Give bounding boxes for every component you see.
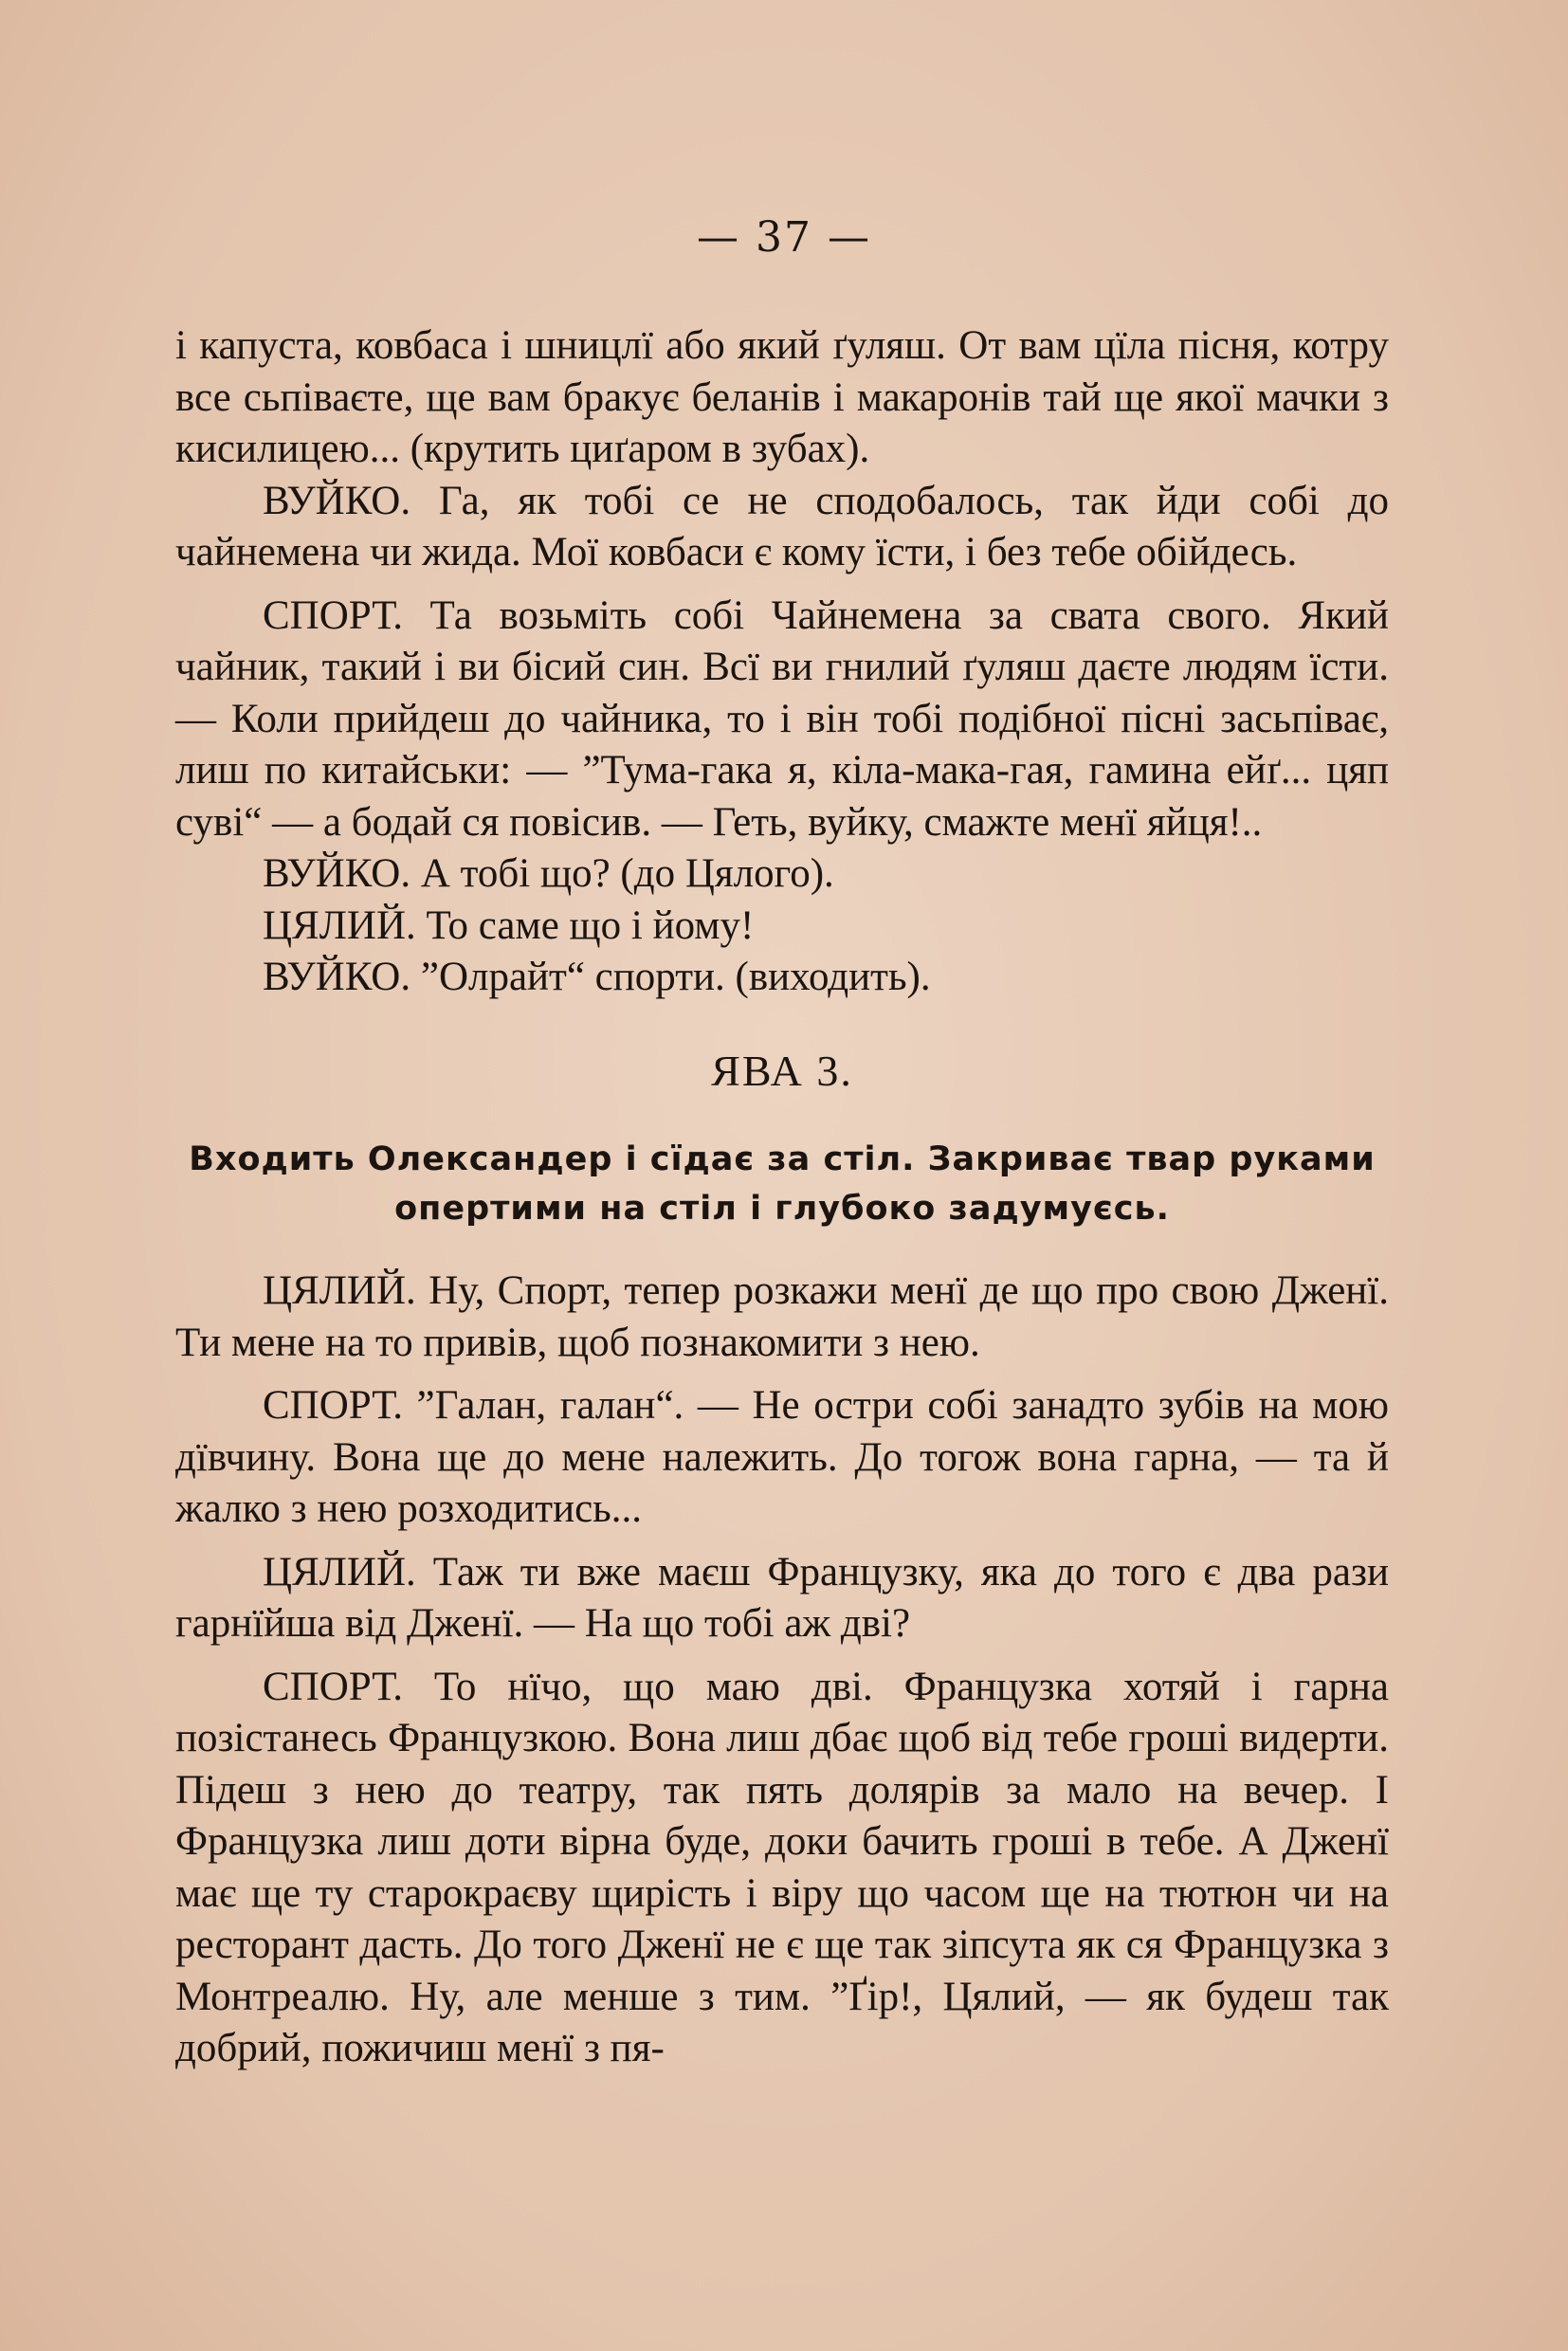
paragraph-tsyalyi-2: ЦЯЛИЙ. Ну, Спорт, тепер розкажи менї де що про свою Дженї. Ти мене на то привів, щоб познакомити з нею. <box>175 1268 1389 1365</box>
paragraph-sport-3: СПОРТ. То нїчо, що маю дві. Французка хотяй і гарна позістанесь Французкою. Вона лиш дбає щоб від тебе гроші видерти. Підеш з нею до театру, так пять долярів за мало на вечер. І Французка лиш доти вірна буде, доки бачить гроші в тебе. А Дженї має ще ту старокраєву щирість і віру що часом ще на тютюн чи на ресторант дасть. До того Дженї не є ще так зіпсута як ся Французка з Монтреалю. Ну, але менше з тим. ”Ґір!, Цялий, — як будеш так добрий, пожичиш менї з пя- <box>175 1664 1389 2070</box>
paragraph-vuyko-2: ВУЙКО. А тобі що? (до Цялого). <box>263 851 834 896</box>
text-body <box>175 320 1389 2075</box>
section-heading: ЯВА 3. <box>711 1046 853 1095</box>
paragraph-sport-1: СПОРТ. Та возьміть собі Чайнемена за свата свого. Який чайник, такий і ви бісий син. Всї ви гнилий ґуляш даєте людям їсти. — Коли прийдеш до чайника, то і він тобі подібної пісні засьпіває, лиш по китайськи: — ”Тума-гака я, кіла-мака-гая, гамина ейґ... цяп суві“ — а бодай ся повісив. — Геть, вуйку, смажте менї яйця!.. <box>175 592 1389 845</box>
paragraph-sport-2: СПОРТ. ”Галан, галан“. — Не остри собі занадто зубів на мою дївчину. Вона ще до мене належить. До тогож вона гарна, — та й жалко з нею розходитись... <box>175 1383 1389 1531</box>
paragraph-tsyalyi-3: ЦЯЛИЙ. Таж ти вже маєш Французку, яка до того є два рази гарнїйша від Дженї. — На що тобі аж дві? <box>175 1549 1389 1646</box>
paragraph-continuation: і капуста, ковбаса і шницлї або який ґуляш. От вам цїла пісня, котру все сьпіваєте, ще вам бракує беланів і макаронів тай ще якої мачки з кисилицею... (крутить циґаром в зубах). <box>175 323 1389 471</box>
paragraph-vuyko-3: ВУЙКО. ”Олрайт“ спорти. (виходить). <box>263 955 931 999</box>
page-number: — 37 — <box>697 213 871 262</box>
stage-direction: Входить Олександер і сїдає за стіл. Закриває твар руками опертими на стіл і глубоко задумуєсь. <box>189 1140 1376 1228</box>
paragraph-tsyalyi-1: ЦЯЛИЙ. То саме що і йому! <box>263 902 755 948</box>
paragraph-vuyko-1: ВУЙКО. Га, як тобі се не сподобалось, так йди собі до чайнемена чи жида. Мої ковбаси є кому їсти, і без тебе обійдесь. <box>175 478 1389 574</box>
